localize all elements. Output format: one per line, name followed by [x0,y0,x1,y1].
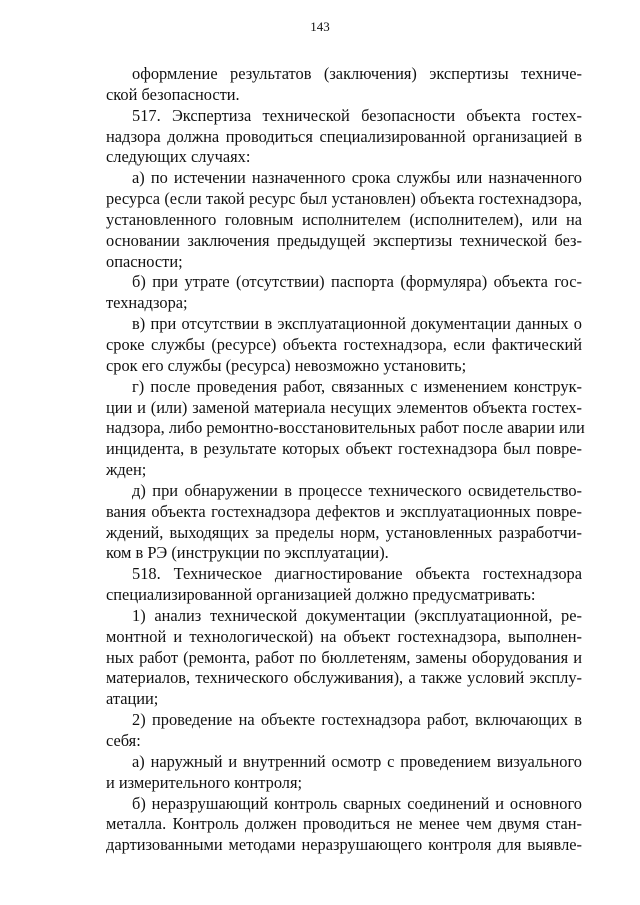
text-line: следующих случаях: [106,147,251,167]
text-line: себя: [106,731,141,750]
text-line: 1) анализ технической документации (эксплуатационной, ре- [132,605,582,625]
text-line: 2) проведение на объекте гостехнадзора работ, включающих в [132,710,582,730]
text-line: 517. Экспертиза технической безопасности объекта гостех- [132,105,582,125]
text-line: монтной и технологической) на объект гостехнадзора, выполнен- [106,626,582,646]
text-line: а) наружный и внутренний осмотр с проведением визуального [132,751,582,771]
page-number: 143 [310,19,330,34]
text-line: ции и (или) заменой материала несущих элементов объекта гостех- [106,397,582,417]
text-line: материалов, технического обслуживания), а также условий эксплу- [106,668,582,688]
text-line: специализированной организацией должно предусматривать: [106,585,536,605]
text-line: ных работ (ремонта, работ по бюллетеням, замены оборудования и [106,647,582,667]
text-line: основании заключения предыдущей экспертизы технической без- [106,230,582,250]
text-line: сроке службы (ресурсе) объекта гостехнадзора, если фактический [106,334,582,354]
text-line: надзора, либо ремонтно-восстановительных работ после аварии или [106,418,585,438]
text-line: и измерительного контроля; [106,772,303,792]
text-line: ресурса (если такой ресурс был установлен) объекта гостехнадзора, [106,189,582,209]
text-line: д) при обнаружении в процессе технического освидетельство- [132,480,582,500]
text-line: 518. Техническое диагностирование объекта гостехнадзора [132,564,582,584]
text-line: жден; [106,460,147,480]
text-line: а) по истечении назначенного срока службы или назначенного [132,168,582,188]
text-line: опасности; [106,251,183,271]
text-line: ждений, выходящих за пределы норм, установленных разработчи- [106,522,582,542]
text-line: срок его службы (ресурса) невозможно установить; [106,355,467,375]
text-line: инцидента, в результате которых объект гостехнадзора был повре- [106,439,582,459]
text-line: надзора должна проводиться специализированной организацией в [106,126,582,146]
text-line: б) неразрушающий контроль сварных соединений и основного [132,793,582,813]
text-line: вания объекта гостехнадзора дефектов и эксплуатационных повре- [106,501,582,521]
text-line: атации; [106,689,159,709]
text-line: оформление результатов (заключения) экспертизы техниче- [132,64,582,83]
text-line: в) при отсутствии в эксплуатационной документации данных о [132,314,582,334]
text-line: ком в РЭ (инструкции по эксплуатации). [106,543,389,563]
text-line: дартизованными методами неразрушающего контроля для выявле- [106,835,582,855]
text-line: ской безопасности. [106,84,240,104]
text-line: технадзора; [106,293,188,313]
body-text [106,64,585,856]
text-line: б) при утрате (отсутствии) паспорта (формуляра) объекта гос- [132,272,582,292]
text-line: установленного головным исполнителем (исполнителем), или на [106,209,582,229]
text-line: г) после проведения работ, связанных с изменением конструк- [132,376,582,396]
text-line: металла. Контроль должен проводиться не менее чем двумя стан- [106,814,582,834]
